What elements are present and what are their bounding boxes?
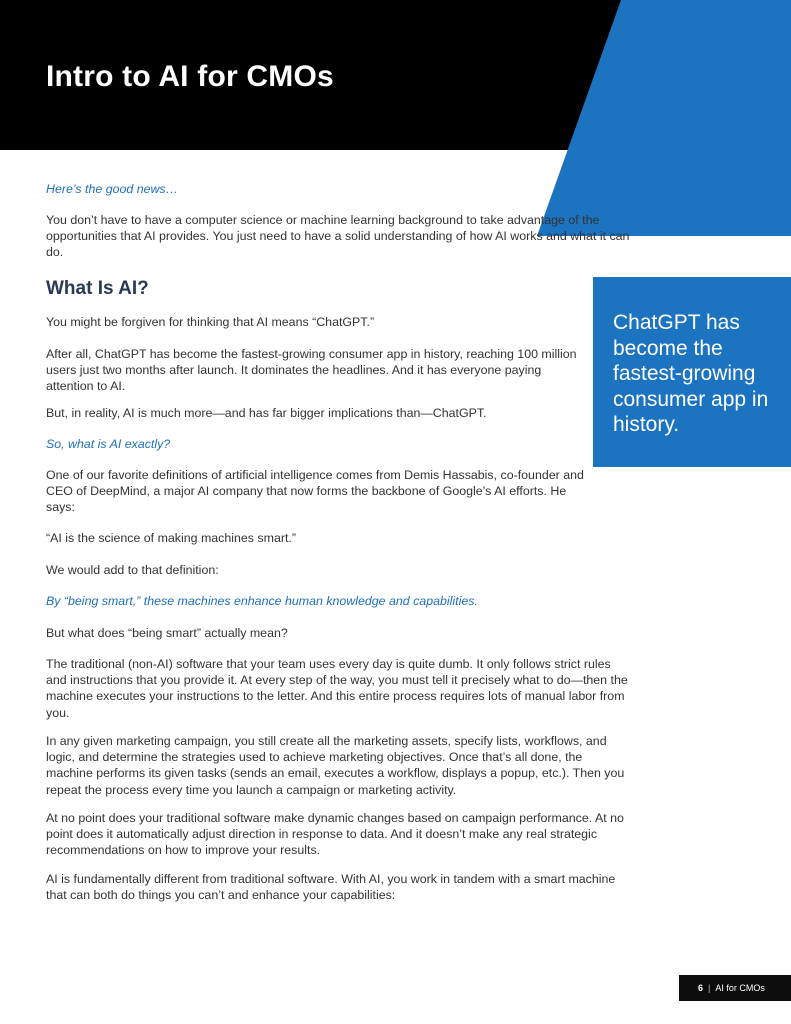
paragraph: We would add to that definition: <box>46 563 219 577</box>
intro-lead-in: Here’s the good news… <box>46 182 179 196</box>
pull-quote-text: ChatGPT has become the fastest-growing consumer app in history. <box>613 311 769 436</box>
pull-quote-box <box>593 277 791 467</box>
footer-label: AI for CMOs <box>715 983 765 993</box>
paragraph: The traditional (non-AI) software that your team uses every day is quite dumb. It only follows strict rules and instructions that you provide it. At every step of the way, you must tell it precisely what to do—then the machine executes your instructions to the letter. And this entire process requires lots of manual labor from you. <box>46 657 628 720</box>
page-number: 6 <box>698 983 704 993</box>
intro-paragraph: You don’t have to have a computer science or machine learning background to take advantage of the opportunities that AI provides. You just need to have a solid understanding of how AI works and what it can do. <box>46 213 630 260</box>
paragraph: But, in reality, AI is much more—and has far bigger implications than—ChatGPT. <box>46 406 487 420</box>
page-title: Intro to AI for CMOs <box>46 60 334 93</box>
emphasis-statement: By “being smart,” these machines enhance human knowledge and capabilities. <box>46 594 478 608</box>
page-footer <box>679 975 791 1001</box>
paragraph: At no point does your traditional software make dynamic changes based on campaign performance. At no point does it automatically adjust direction in response to data. And it doesn’t make any real strategic recommendations on how to improve your results. <box>46 811 624 858</box>
footer-separator: | <box>708 983 711 993</box>
paragraph: In any given marketing campaign, you still create all the marketing assets, specify lists, workflows, and logic, and determine the strategies used to achieve marketing objectives. Once that’s all done, the machine performs its given tasks (sends an email, executes a workflow, displays a popup, etc.). Then you repeat the process every time you launch a campaign or marketing activity. <box>46 734 625 797</box>
header-blue-accent <box>0 0 791 236</box>
paragraph: One of our favorite definitions of artificial intelligence comes from Demis Hassabis, co-founder and CEO of DeepMind, a major AI company that now forms the backbone of Google’s AI efforts. He says: <box>46 468 584 515</box>
paragraph: After all, ChatGPT has become the fastest-growing consumer app in history, reaching 100 million users just two months after launch. It dominates the headlines. And it has everyone paying attention to AI. <box>46 347 577 394</box>
paragraph: AI is fundamentally different from traditional software. With AI, you work in tandem with a smart machine that can both do things you can’t and enhance your capabilities: <box>46 872 616 903</box>
section-heading: What Is AI? <box>46 278 149 299</box>
paragraph: You might be forgiven for thinking that AI means “ChatGPT.” <box>46 315 375 329</box>
question-subheading: So, what is AI exactly? <box>46 437 171 451</box>
paragraph: But what does “being smart” actually mean? <box>46 626 288 640</box>
quote: “AI is the science of making machines smart.” <box>46 531 296 545</box>
